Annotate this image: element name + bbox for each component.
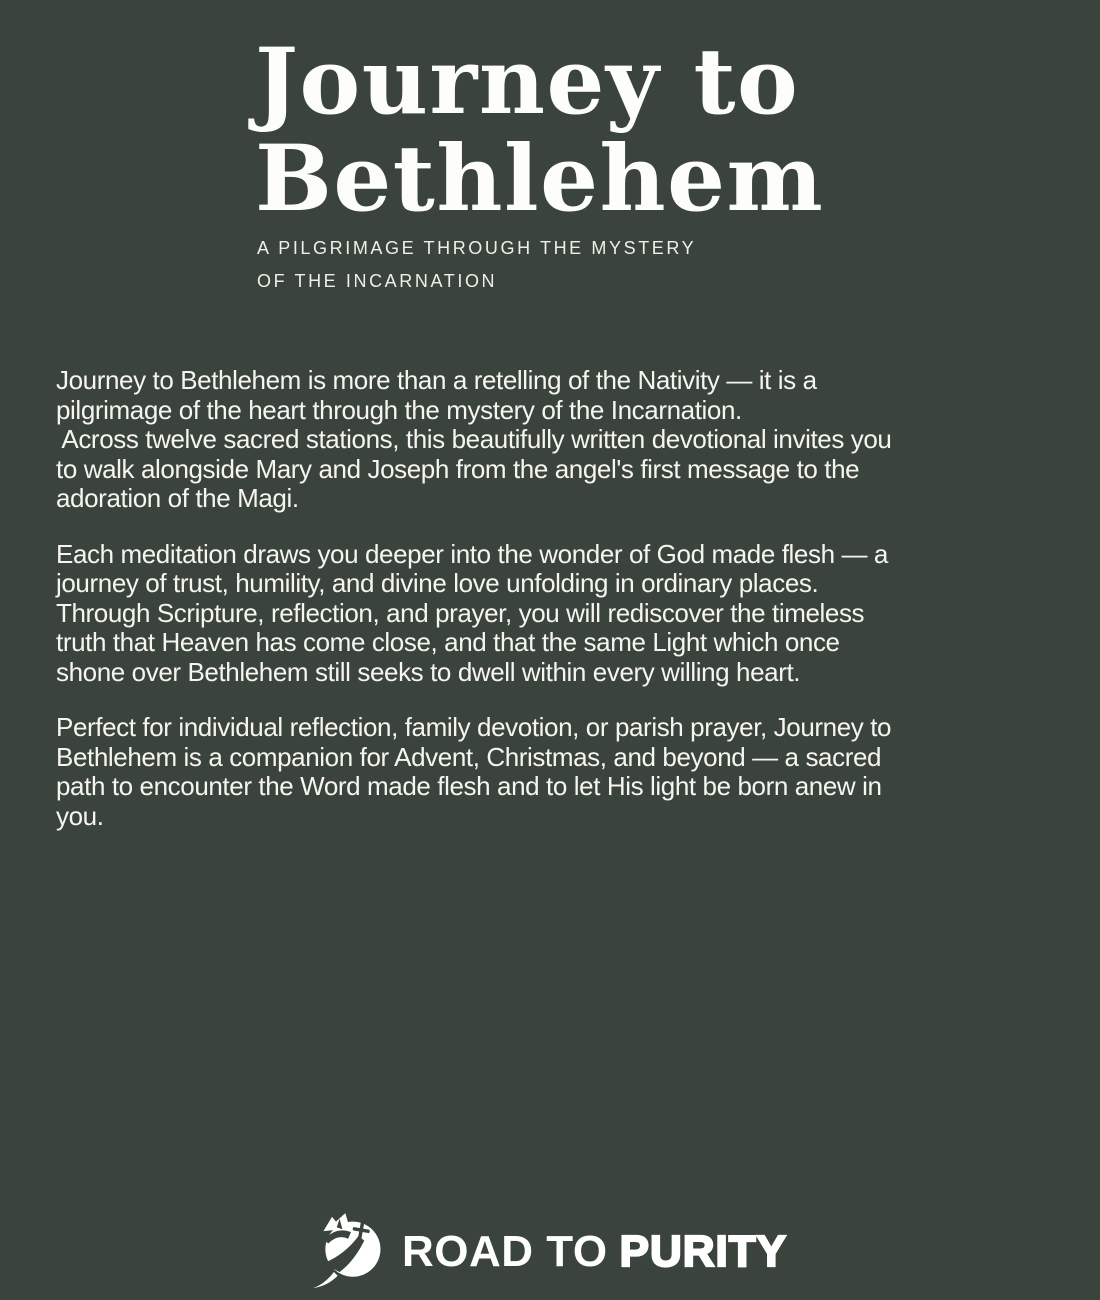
- body-line: pilgrimage of the heart through the mystery of the Incarnation.: [56, 394, 742, 425]
- body-line: Across twelve sacred stations, this beautifully written devotional invites you: [56, 424, 892, 454]
- book-description: [56, 366, 1056, 857]
- body-line: to walk alongside Mary and Joseph from the angel's first message to the: [56, 453, 860, 484]
- body-line: Each meditation draws you deeper into the wonder of God made flesh — a: [56, 538, 888, 569]
- body-line: you.: [56, 800, 104, 831]
- title-line-2: Bethlehem: [255, 126, 825, 232]
- road-to-purity-logo: [0, 1211, 1100, 1295]
- body-paragraph-1: [56, 366, 1056, 514]
- body-line: path to encounter the Word made flesh and to let His light be born anew in: [56, 771, 882, 801]
- subtitle: [257, 232, 824, 298]
- body-line: Through Scripture, reflection, and prayer, you will rediscover the timeless: [56, 597, 865, 628]
- body-paragraph-3: [56, 713, 1056, 831]
- body-paragraph-2: [56, 540, 1056, 688]
- body-line: truth that Heaven has come close, and that the same Light which once: [56, 627, 840, 657]
- header: [255, 29, 825, 298]
- logo-text-road-to: ROAD TO: [402, 1227, 608, 1276]
- logo-text-purity: PURITY: [619, 1227, 787, 1276]
- body-line: Perfect for individual reflection, family devotion, or parish prayer, Journey to: [56, 712, 892, 742]
- body-line: Bethlehem is a companion for Advent, Christmas, and beyond — a sacred: [56, 741, 882, 772]
- subtitle-line-2: OF THE INCARNATION: [257, 271, 498, 291]
- body-line: shone over Bethlehem still seeks to dwell within every willing heart.: [56, 656, 801, 687]
- logo-wordmark: [402, 1227, 787, 1276]
- title-line-1: Journey to: [255, 29, 800, 135]
- body-line: adoration of the Magi.: [56, 483, 299, 513]
- subtitle-line-1: A PILGRIMAGE THROUGH THE MYSTERY: [257, 238, 697, 258]
- body-line: journey of trust, humility, and divine love unfolding in ordinary places.: [56, 568, 819, 598]
- page-title: [255, 29, 825, 232]
- body-line: Journey to Bethlehem is more than a retelling of the Nativity — it is a: [56, 365, 817, 395]
- dove-cross-road-icon: [313, 1211, 389, 1295]
